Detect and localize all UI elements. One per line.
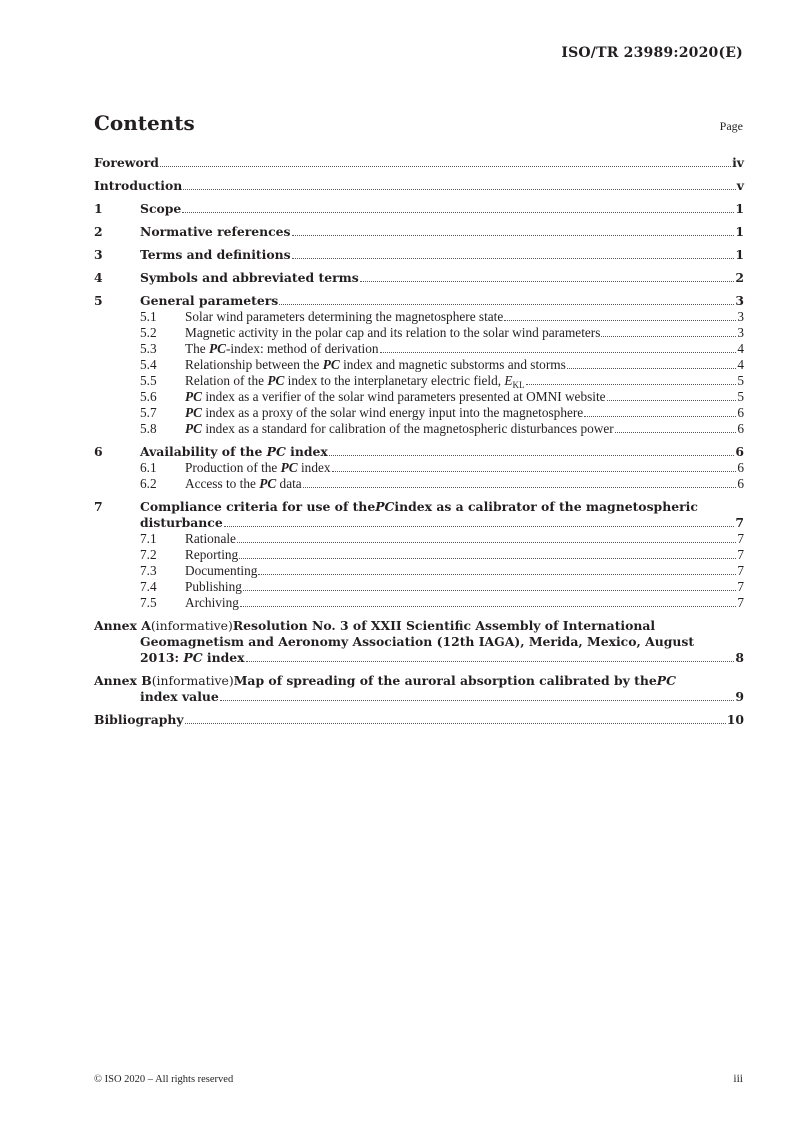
toc-entry-compliance-criteria[interactable]	[94, 499, 744, 531]
toc-title: Documenting	[185, 563, 258, 578]
annex-type: (informative)	[151, 673, 234, 688]
toc-number: 3	[94, 247, 103, 262]
title-text: The	[185, 341, 209, 356]
dot-leader	[258, 574, 736, 575]
toc-title	[185, 421, 614, 437]
toc-page: 6	[737, 421, 744, 436]
toc-page: 6	[737, 460, 744, 475]
toc-title-line	[94, 673, 744, 689]
table-of-contents	[94, 155, 744, 728]
toc-page: 6	[737, 476, 744, 491]
dot-leader	[332, 471, 737, 472]
toc-number: 5.6	[140, 389, 157, 404]
field-subscript: KL	[512, 380, 525, 390]
toc-title: Solar wind parameters determining the magnetosphere state	[185, 309, 504, 324]
title-text: Compliance criteria for use of the	[140, 499, 376, 514]
pc-symbol: PC	[267, 373, 285, 388]
toc-entry-availability[interactable]	[94, 444, 744, 460]
toc-entry-5-2[interactable]	[94, 325, 744, 341]
toc-entry-5-4[interactable]	[94, 357, 744, 373]
toc-entry-annex-b[interactable]	[94, 673, 744, 705]
toc-entry-introduction[interactable]	[94, 178, 744, 194]
toc-title-line	[94, 499, 744, 515]
annex-label: Annex B	[94, 673, 152, 688]
dot-leader	[279, 304, 734, 305]
document-code: ISO/TR 23989:2020(E)	[561, 45, 743, 61]
page-number: iii	[733, 1073, 743, 1085]
toc-number: 1	[94, 201, 103, 216]
toc-title: Rationale	[185, 531, 236, 546]
toc-page: 6	[737, 405, 744, 420]
title-text: Availability of the	[140, 444, 267, 459]
toc-number: 7.2	[140, 547, 157, 562]
toc-entry-5-1[interactable]	[94, 309, 744, 325]
toc-entry-bibliography[interactable]	[94, 712, 744, 728]
title-text: index	[285, 444, 328, 459]
dot-leader	[220, 700, 735, 701]
title-text: index and magnetic substorms and storms	[339, 357, 566, 372]
toc-number: 5.4	[140, 357, 157, 372]
toc-page: 5	[737, 389, 744, 404]
toc-title: Publishing	[185, 579, 242, 594]
pc-symbol: PC	[185, 421, 202, 436]
toc-page: 1	[735, 201, 744, 216]
toc-entry-normative-references[interactable]	[94, 224, 744, 240]
dot-leader	[303, 487, 737, 488]
toc-title: Foreword	[94, 155, 159, 170]
toc-entry-7-1[interactable]	[94, 531, 744, 547]
toc-number: 6.1	[140, 460, 157, 475]
toc-entry-scope[interactable]	[94, 201, 744, 217]
toc-entry-5-3[interactable]	[94, 341, 744, 357]
pc-symbol: PC	[185, 389, 202, 404]
dot-leader	[243, 590, 736, 591]
toc-entry-foreword[interactable]	[94, 155, 744, 171]
toc-page: 7	[737, 563, 744, 578]
dot-leader	[292, 258, 735, 259]
toc-entry-general-parameters[interactable]	[94, 293, 744, 309]
pc-symbol: PC	[266, 444, 286, 459]
title-text: index to the interplanetary electric field,	[284, 373, 505, 388]
toc-page: v	[736, 178, 744, 193]
toc-title	[185, 389, 606, 405]
dot-leader	[240, 606, 736, 607]
toc-title: Scope	[140, 201, 182, 216]
title-text: index as a verifier of the solar wind parameters presented at OMNI website	[202, 389, 606, 404]
toc-title	[185, 405, 583, 421]
toc-entry-5-6[interactable]	[94, 389, 744, 405]
toc-title-line	[94, 618, 744, 634]
toc-number: 5.8	[140, 421, 157, 436]
toc-entry-5-8[interactable]	[94, 421, 744, 437]
toc-number: 7.5	[140, 595, 157, 610]
title-text: index	[202, 650, 245, 665]
toc-number: 6	[94, 444, 103, 459]
pc-symbol: PC	[280, 460, 298, 475]
annex-label: Annex A	[94, 618, 151, 633]
dot-leader	[292, 235, 735, 236]
toc-entry-7-2[interactable]	[94, 547, 744, 563]
pc-symbol: PC	[183, 650, 203, 665]
toc-number: 7.3	[140, 563, 157, 578]
toc-title	[185, 341, 379, 357]
copyright-notice: © ISO 2020 – All rights reserved	[94, 1074, 234, 1085]
toc-title	[140, 444, 328, 460]
toc-title: Reporting	[185, 547, 239, 562]
title-text: Access to the	[185, 476, 260, 491]
dot-leader	[360, 281, 735, 282]
title-text: -index: method of derivation	[226, 341, 379, 356]
toc-page: 7	[737, 547, 744, 562]
dot-leader	[615, 432, 737, 433]
toc-page: 8	[735, 650, 744, 665]
title-text: Relation of the	[185, 373, 268, 388]
toc-number: 7.1	[140, 531, 157, 546]
dot-leader	[185, 723, 726, 724]
toc-page: 9	[735, 689, 744, 704]
toc-title-line	[94, 650, 744, 666]
title-text: Relationship between the	[185, 357, 323, 372]
toc-page: 7	[735, 515, 744, 530]
toc-number: 7	[94, 499, 103, 514]
toc-page: 3	[735, 293, 744, 308]
toc-entry-symbols[interactable]	[94, 270, 744, 286]
toc-page: iv	[732, 155, 744, 170]
dot-leader	[183, 189, 736, 190]
dot-leader	[607, 400, 737, 401]
toc-page: 7	[737, 579, 744, 594]
toc-number: 2	[94, 224, 103, 239]
toc-number: 5.2	[140, 325, 157, 340]
toc-number: 5.7	[140, 405, 157, 420]
dot-leader	[237, 542, 736, 543]
toc-entry-7-4[interactable]	[94, 579, 744, 595]
pc-symbol: PC	[322, 357, 340, 372]
pc-symbol: PC	[185, 405, 202, 420]
title-text: data	[276, 476, 302, 491]
toc-page: 4	[737, 341, 744, 356]
pc-symbol: PC	[656, 673, 676, 688]
dot-leader	[182, 212, 734, 213]
toc-page: 7	[737, 595, 744, 610]
dot-leader	[526, 384, 737, 385]
toc-title: Magnetic activity in the polar cap and its relation to the solar wind parameters	[185, 325, 601, 340]
toc-title: Normative references	[140, 224, 291, 239]
toc-number: 5.3	[140, 341, 157, 356]
title-text: index	[297, 460, 331, 475]
toc-title: Symbols and abbreviated terms	[140, 270, 359, 285]
toc-page: 4	[737, 357, 744, 372]
toc-title	[140, 650, 245, 666]
toc-title: Archiving	[185, 595, 239, 610]
toc-page: 2	[735, 270, 744, 285]
pc-symbol: PC	[209, 341, 226, 356]
toc-page: 3	[737, 325, 744, 340]
toc-title: Bibliography	[94, 712, 184, 727]
dot-leader	[224, 526, 735, 527]
toc-title-line	[94, 689, 744, 705]
toc-title: General parameters	[140, 293, 279, 308]
toc-title	[185, 476, 302, 492]
toc-page: 6	[735, 444, 744, 459]
contents-heading: Contents	[94, 111, 195, 135]
dot-leader	[601, 336, 736, 337]
toc-title	[185, 357, 566, 373]
toc-title-line	[94, 515, 744, 531]
title-text: index as a proxy of the solar wind energy input into the magnetosphere	[202, 405, 584, 420]
page-column-label: Page	[719, 119, 743, 133]
annex-type: (informative)	[150, 618, 233, 633]
dot-leader	[239, 558, 736, 559]
toc-number: 5.5	[140, 373, 157, 388]
toc-number: 6.2	[140, 476, 157, 491]
toc-title: index value	[140, 689, 219, 704]
dot-leader	[246, 661, 735, 662]
toc-number: 5	[94, 293, 103, 308]
dot-leader	[329, 455, 735, 456]
title-text: index as a calibrator of the magnetospheric	[394, 499, 698, 514]
toc-entry-annex-a[interactable]	[94, 618, 744, 666]
title-text: Production of the	[185, 460, 281, 475]
toc-title: disturbance	[140, 515, 223, 530]
toc-entry-7-3[interactable]	[94, 563, 744, 579]
toc-entry-5-5[interactable]	[94, 373, 744, 389]
toc-title: Terms and definitions	[140, 247, 291, 262]
toc-page: 5	[737, 373, 744, 388]
toc-entry-5-7[interactable]	[94, 405, 744, 421]
dot-leader	[567, 368, 737, 369]
toc-page: 7	[737, 531, 744, 546]
toc-page: 1	[735, 224, 744, 239]
dot-leader	[584, 416, 736, 417]
title-text: Map of spreading of the auroral absorption calibrated by the	[233, 673, 657, 688]
title-text: Geomagnetism and Aeronomy Association (12th IAGA), Merida, Mexico, August	[140, 634, 695, 649]
pc-symbol: PC	[375, 499, 395, 514]
toc-title-line	[94, 634, 744, 650]
toc-title: Introduction	[94, 178, 183, 193]
toc-number: 4	[94, 270, 103, 285]
toc-entry-7-5[interactable]	[94, 595, 744, 611]
toc-page: 1	[735, 247, 744, 262]
toc-page: 3	[737, 309, 744, 324]
toc-page: 10	[726, 712, 744, 727]
toc-number: 5.1	[140, 309, 157, 324]
dot-leader	[380, 352, 737, 353]
field-symbol: E	[504, 373, 513, 388]
title-text: index as a standard for calibration of the magnetospheric disturbances power	[202, 421, 614, 436]
dot-leader	[160, 166, 731, 167]
title-text: 2013:	[140, 650, 184, 665]
pc-symbol: PC	[259, 476, 277, 491]
toc-entry-6-1[interactable]	[94, 460, 744, 476]
toc-title	[185, 460, 331, 476]
toc-entry-terms-definitions[interactable]	[94, 247, 744, 263]
title-text: Resolution No. 3 of XXII Scientific Assembly of International	[232, 618, 656, 633]
toc-entry-6-2[interactable]	[94, 476, 744, 492]
toc-number: 7.4	[140, 579, 157, 594]
dot-leader	[504, 320, 736, 321]
